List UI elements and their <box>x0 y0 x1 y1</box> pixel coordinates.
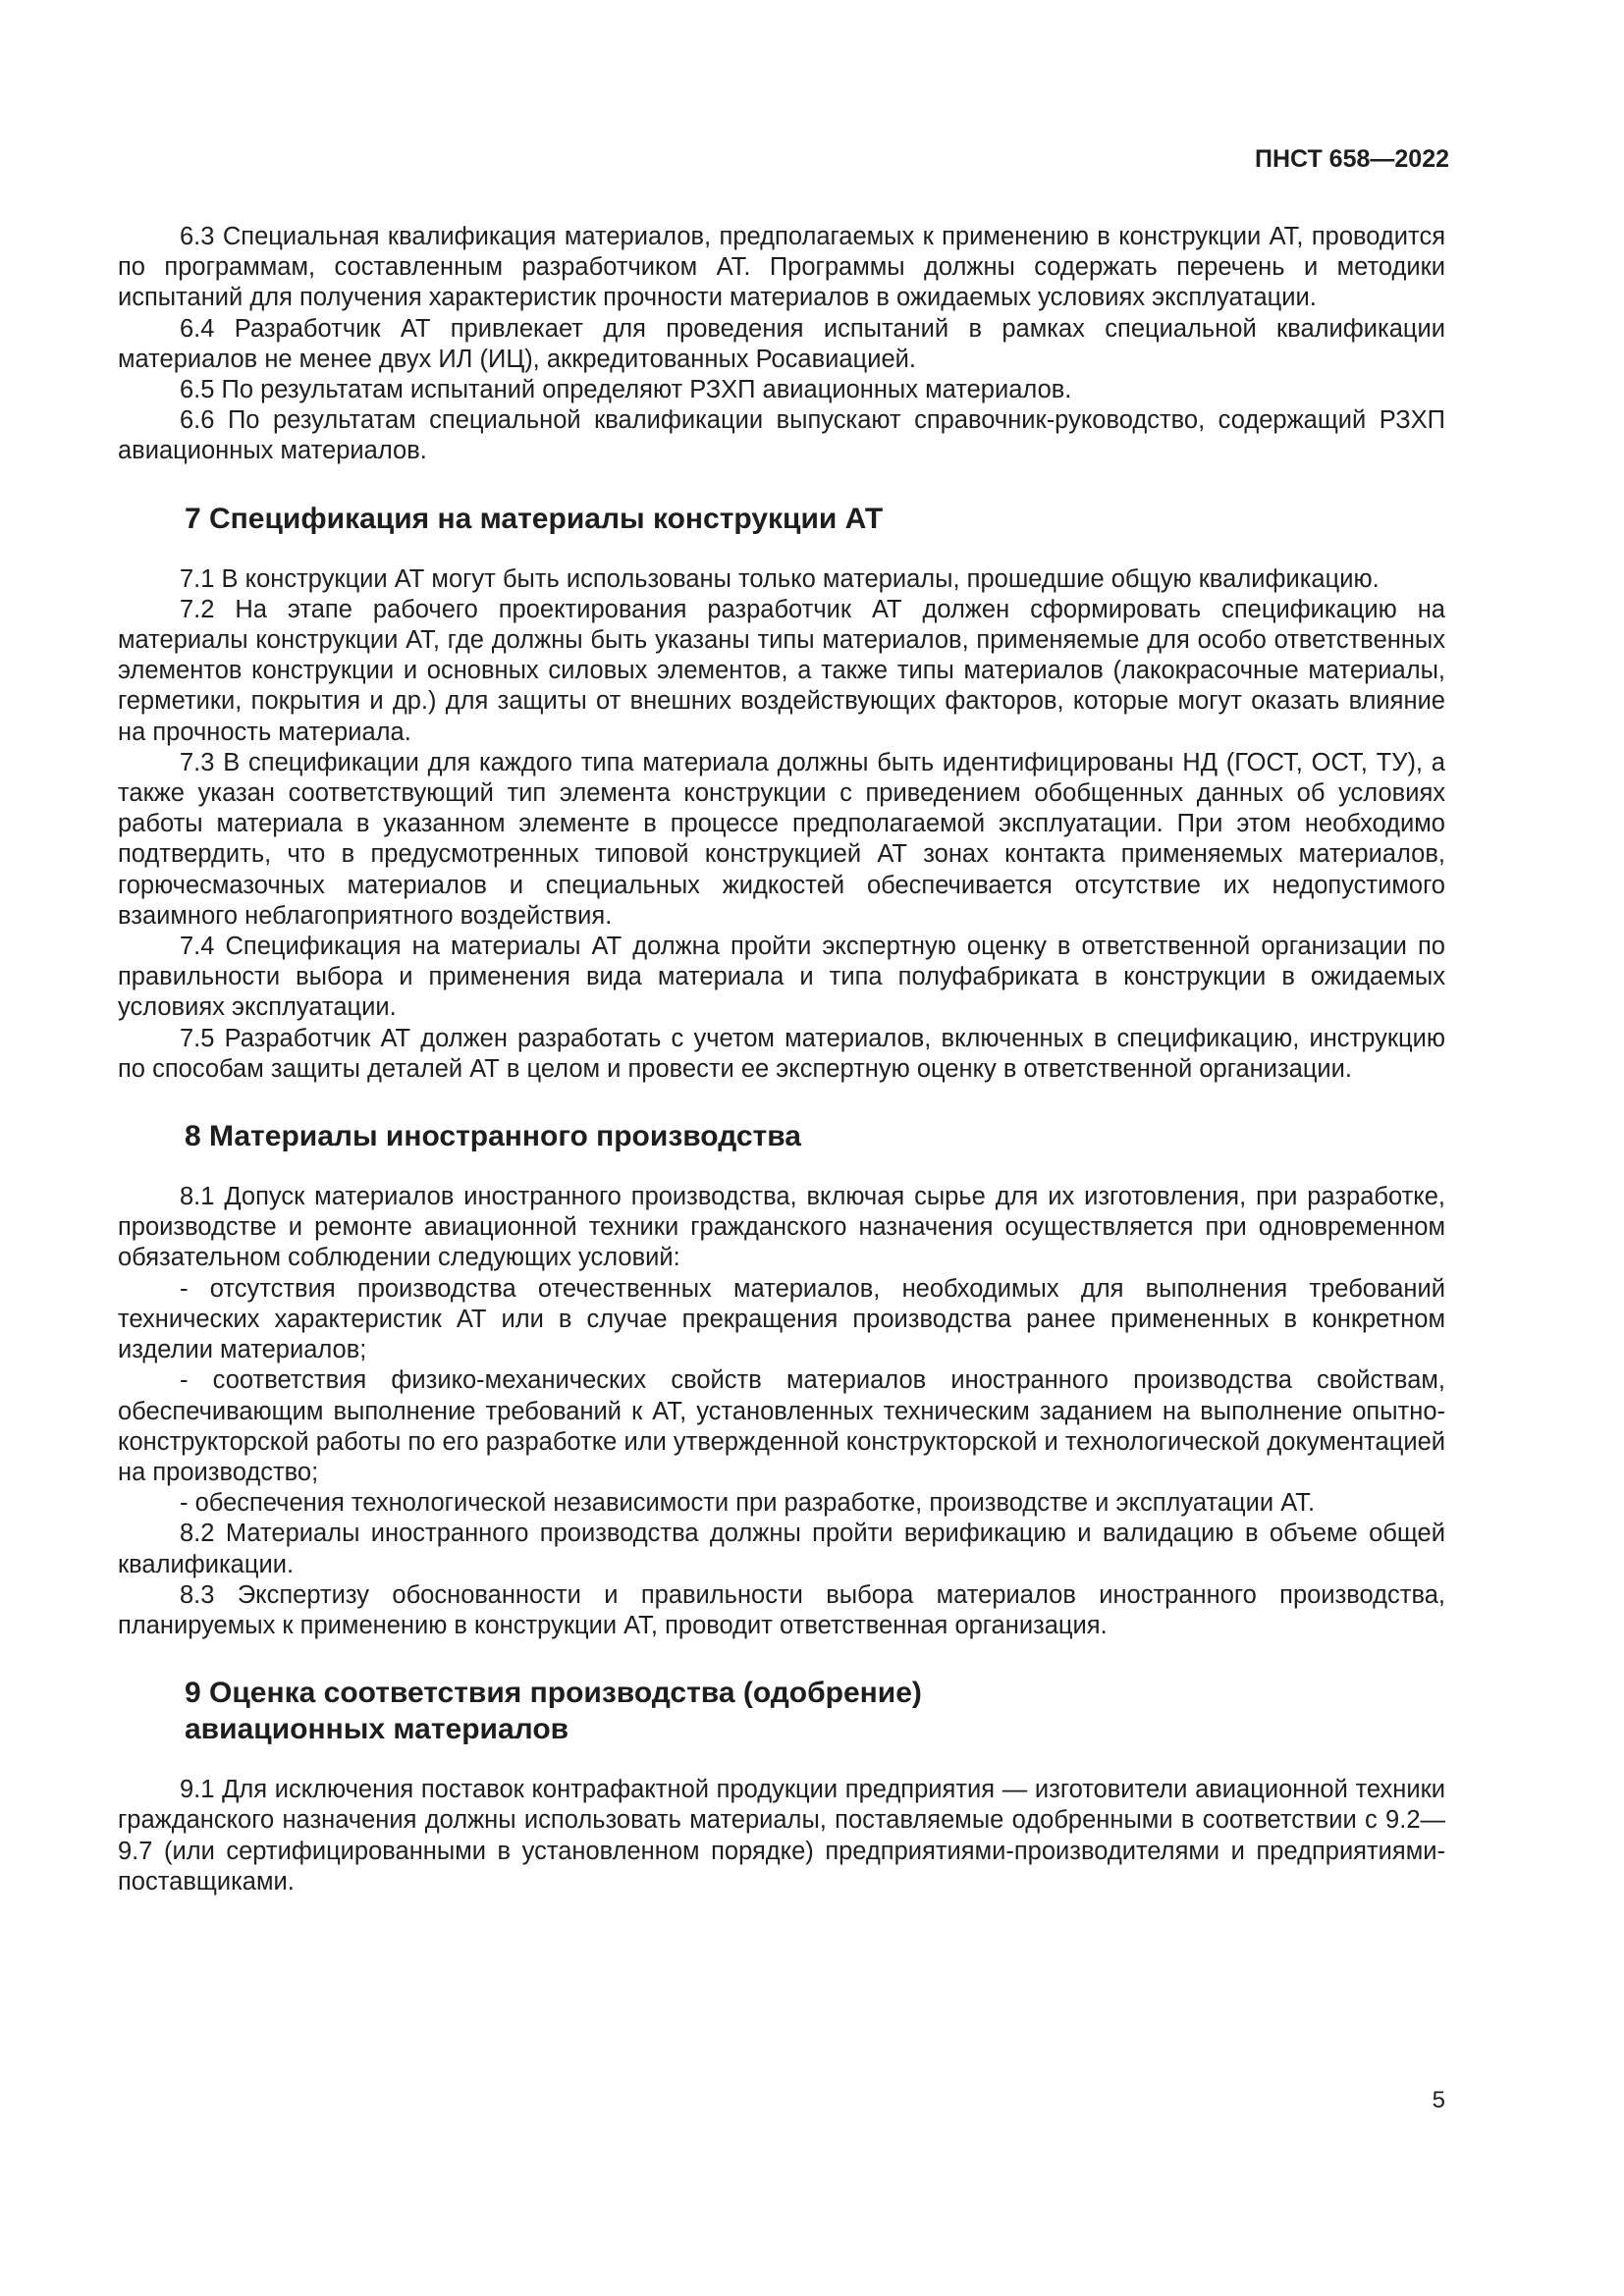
section-8-heading: 8 Материалы иностранного производства <box>185 1120 801 1153</box>
paragraph-7-5: 7.5 Разработчик АТ должен разработать с учетом материалов, включенных в спецификацию, инструкцию по способам защиты деталей АТ в целом и провести ее экспертную оценку в ответственной организации. <box>118 1024 1445 1083</box>
document-designation: ПНСТ 658—2022 <box>1255 145 1449 173</box>
paragraph-8-3: 8.3 Экспертизу обоснованности и правильности выбора материалов иностранного производства, планируемых к применению в конструкции АТ, проводит ответственная организация. <box>118 1580 1445 1639</box>
paragraph-8-1: 8.1 Допуск материалов иностранного производства, включая сырье для их изготовления, при разработке, производстве и ремонте авиационной техники гражданского назначения осуществляется при одновременном обязательном соблюдении следующих условий: <box>118 1183 1445 1272</box>
section-7-heading: 7 Спецификация на материалы конструкции АТ <box>185 502 884 535</box>
paragraph-6-3: 6.3 Специальная квалификация материалов, предполагаемых к применению в конструкции АТ, проводится по программам, составленным разработчиком АТ. Программы должны содержать перечень и методики испытаний для получения характеристик прочности материалов в ожидаемых условиях эксплуатации. <box>118 223 1445 312</box>
page-body <box>118 222 1445 1897</box>
paragraph-7-1: 7.1 В конструкции АТ могут быть использованы только материалы, прошедшие общую квалификацию. <box>180 564 1380 593</box>
paragraph-7-2: 7.2 На этапе рабочего проектирования разработчик АТ должен сформировать спецификацию на материалы конструкции АТ, где должны быть указаны типы материалов, применяемые для особо ответственных элементов конструкции и основных силовых элементов, а также типы материалов (лакокрасочные материалы, герметики, покрытия и др.) для защиты от внешних воздействующих факторов, которые могут оказать влияние на прочность материала. <box>118 595 1445 746</box>
page-number: 5 <box>1432 2087 1445 2113</box>
paragraph-7-3: 7.3 В спецификации для каждого типа материала должны быть идентифицированы НД (ГОСТ, ОСТ, ТУ), а также указан соответствующий тип элемента конструкции с приведением обобщенных данных об условиях работы материала в указанном элементе в процессе предполагаемой эксплуатации. При этом необходимо подтвердить, что в предусмотренных типовой конструкцией АТ зонах контакта применяемых материалов, горючесмазочных материалов и специальных жидкостей обеспечивается отсутствие их недопустимого взаимного неблагоприятного воздействия. <box>118 748 1445 930</box>
section-9-heading-line-1: 9 Оценка соответствия производства (одобрение) <box>185 1677 922 1710</box>
paragraph-7-4: 7.4 Спецификация на материалы АТ должна пройти экспертную оценку в ответственной организации по правильности выбора и применения вида материала и типа полуфабриката в конструкции в ожидаемых условиях эксплуатации. <box>118 933 1445 1022</box>
list-item-8-1-b: - соответствия физико-механических свойств материалов иностранного производства свойствам, обеспечивающим выполнение требований к АТ, установленных техническим заданием на выполнение опытно-конструкторской работы по его разработке или утвержденной конструкторской и технологической документацией на производство; <box>118 1366 1445 1486</box>
paragraph-8-2: 8.2 Материалы иностранного производства должны пройти верификацию и валидацию в объеме общей квалификации. <box>118 1520 1445 1578</box>
paragraph-6-4: 6.4 Разработчик АТ привлекает для проведения испытаний в рамках специальной квалификации материалов не менее двух ИЛ (ИЦ), аккредитованных Росавиацией. <box>118 314 1445 373</box>
list-item-8-1-a: - отсутствия производства отечественных материалов, необходимых для выполнения требований технических характеристик АТ или в случае прекращения производства ранее примененных в конкретном изделии материалов; <box>118 1274 1445 1364</box>
list-item-8-1-c: - обеспечения технологической независимости при разработке, производстве и эксплуатации АТ. <box>180 1489 1316 1518</box>
paragraph-9-1: 9.1 Для исключения поставок контрафактной продукции предприятия — изготовители авиационной техники гражданского назначения должны использовать материалы, поставляемые одобренными в соответствии с 9.2—9.7 (или сертифицированными в установленном порядке) предприятиями-производителями и предприятиями-поставщиками. <box>118 1776 1445 1896</box>
section-9-heading-line-2: авиационных материалов <box>185 1713 569 1746</box>
paragraph-6-5: 6.5 По результатам испытаний определяют РЗХП авиационных материалов. <box>180 376 1072 404</box>
paragraph-6-6: 6.6 По результатам специальной квалификации выпускают справочник-руководство, содержащий РЗХП авиационных материалов. <box>118 406 1445 465</box>
